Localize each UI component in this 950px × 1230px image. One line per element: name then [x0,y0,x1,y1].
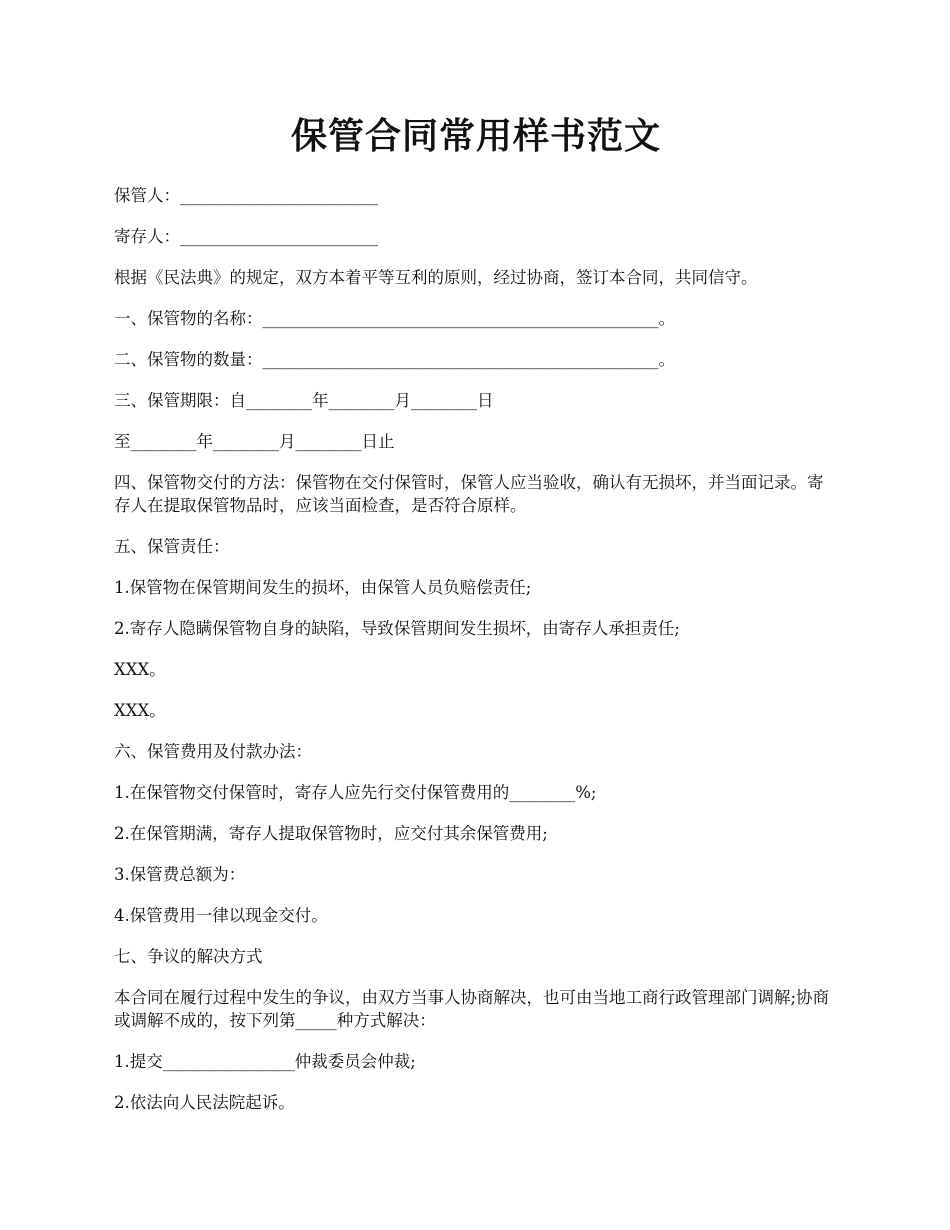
depositor-line: 寄存人：________________________ [114,227,378,246]
clause-7-item-2: 2.依法向人民法院起诉。 [114,1093,295,1112]
clause-6-item-4: 4.保管费用一律以现金交付。 [114,906,328,925]
clause-4-delivery-method: 四、保管物交付的方法：保管物在交付保管时，保管人应当验收，确认有无损坏，并当面记录。寄存人在提取保管物品时，应该当面检查，是否符合原样。 [114,473,824,515]
clause-1-item-name: 一、保管物的名称：________________________________________________。 [114,309,675,328]
clause-5-item-4: XXX。 [114,701,166,720]
clause-5-heading: 五、保管责任： [114,537,230,556]
clause-7-heading: 七、争议的解决方式 [114,947,263,966]
clause-3-term-end: 至________年________月________日止 [114,432,395,451]
preamble: 根据《民法典》的规定，双方本着平等互利的原则，经过协商，签订本合同，共同信守。 [114,268,758,287]
clause-6-item-2: 2.在保管期满，寄存人提取保管物时，应交付其余保管费用; [114,824,548,843]
clause-6-heading: 六、保管费用及付款办法： [114,742,312,761]
clause-7-body: 本合同在履行过程中发生的争议，由双方当事人协商解决，也可由当地工商行政管理部门调解;协商或调解不成的，按下列第_____种方式解决： [114,988,830,1030]
clause-5-item-3: XXX。 [114,660,166,679]
document-title: 保管合同常用样书范文 [290,116,661,157]
clause-6-item-1: 1.在保管物交付保管时，寄存人应先行交付保管费用的________%; [114,783,597,802]
clause-5-item-1: 1.保管物在保管期间发生的损坏，由保管人员负赔偿责任; [114,578,532,597]
clause-5-item-2: 2.寄存人隐瞒保管物自身的缺陷，导致保管期间发生损坏，由寄存人承担责任; [114,619,680,638]
clause-6-item-3: 3.保管费总额为： [114,865,246,884]
clause-3-term-start: 三、保管期限：自________年________月________日 [114,391,494,410]
clause-2-item-quantity: 二、保管物的数量：________________________________________________。 [114,350,675,369]
clause-7-item-1: 1.提交________________仲裁委员会仲裁; [114,1052,416,1071]
depositary-line: 保管人：________________________ [114,186,378,205]
